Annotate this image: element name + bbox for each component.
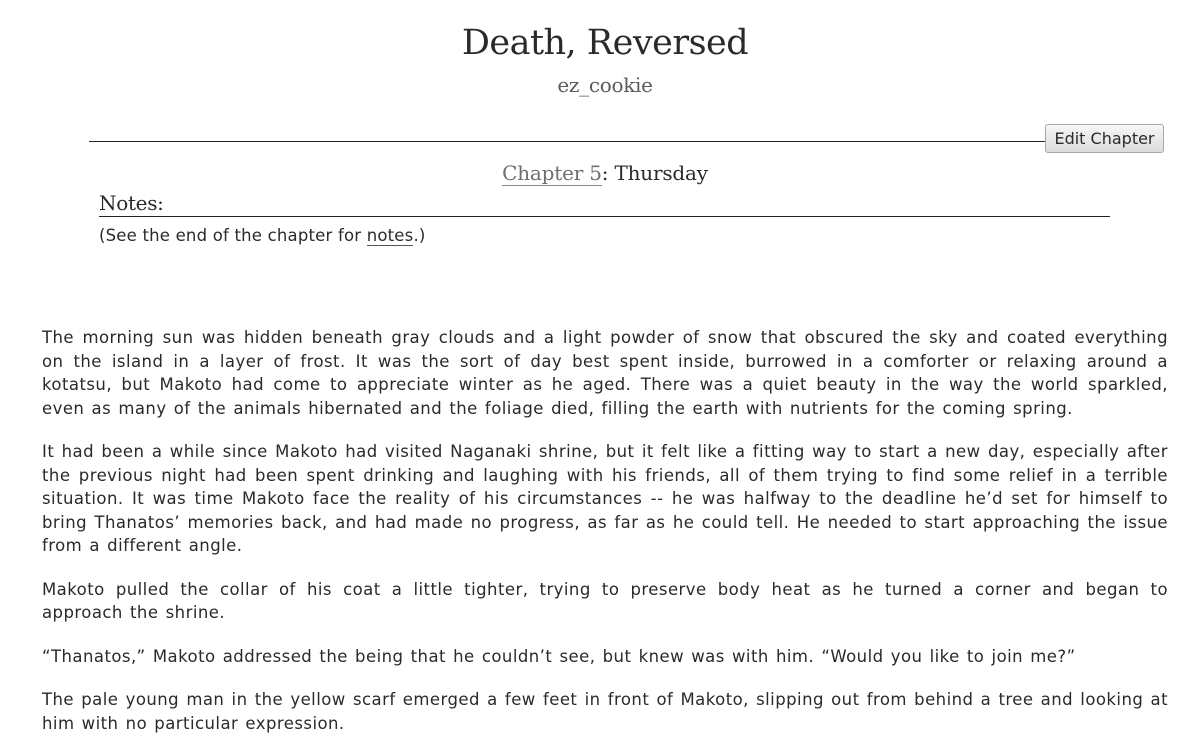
notes-text-after: .) (413, 226, 426, 245)
chapter-text (42, 326, 1168, 755)
author-name[interactable]: ez_cookie (557, 73, 653, 97)
notes-text-before: (See the end of the chapter for (99, 226, 367, 245)
story-paragraph: The morning sun was hidden beneath gray clouds and a light powder of snow that obscured the sky and coated everything on the island in a layer of frost. It was the sort of day best spent inside, burrowed in a comforter or relaxing around a kotatsu, but Makoto had come to appreciate winter as he aged. There was a quiet beauty in the way the world sparkled, even as many of the animals hibernated and the foliage died, filling the earth with nutrients for the coming spring. (42, 328, 1168, 418)
work-title: Death, Reversed (461, 23, 749, 63)
story-paragraph: Makoto pulled the collar of his coat a little tighter, trying to preserve body heat as he turned a corner and began to approach the shrine. (42, 579, 1168, 622)
story-paragraph: It had been a while since Makoto had visited Naganaki shrine, but it felt like a fitting way to start a new day, especially after the previous night had been spent drinking and laughing with his friends, all of them trying to find some relief in a terrible situation. It was time Makoto face the reality of his circumstances -- he was halfway to the deadline he’d set for himself to bring Thanatos’ memories back, and had made no progress, as far as he could tell. He needed to start approaching the issue from a different angle. (42, 442, 1168, 555)
edit-chapter-button[interactable]: Edit Chapter (1045, 124, 1164, 153)
notes-link[interactable]: notes (366, 226, 414, 245)
chapter-heading (0, 159, 1200, 187)
notes-text (99, 225, 426, 247)
story-paragraph: The pale young man in the yellow scarf emerged a few feet in front of Makoto, slipping out from behind a tree and looking at him with no particular expression. (42, 690, 1168, 733)
chapter-title: Thursday (614, 161, 708, 185)
header-divider (89, 141, 1047, 142)
chapter-separator: : (601, 161, 615, 185)
chapter-link[interactable]: Chapter 5 (502, 161, 602, 185)
notes-heading: Notes: (99, 190, 1110, 217)
story-paragraph: “Thanatos,” Makoto addressed the being that he couldn’t see, but knew was with him. “Would you like to join me?” (42, 646, 1076, 666)
